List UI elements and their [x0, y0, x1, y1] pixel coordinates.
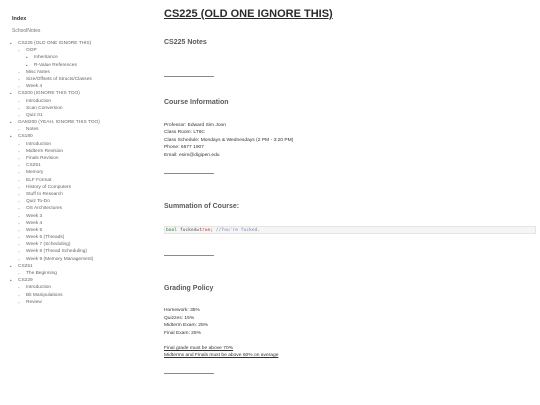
grading-heading: Grading Policy: [164, 285, 214, 292]
code-equals: =: [196, 228, 200, 233]
bullet-icon: ◦: [18, 256, 20, 262]
page-title: CS225 (OLD ONE IGNORE THIS): [164, 8, 333, 20]
toc-item-label: CS180: [18, 134, 33, 140]
main-content: [164, 0, 538, 405]
bullet-icon: ◦: [18, 170, 20, 176]
bullet-icon: ◦: [18, 141, 20, 147]
toc-item[interactable]: [10, 141, 150, 148]
toc-item-label: Week 5: [26, 227, 43, 233]
toc-item-label: OS Architectures: [26, 206, 62, 212]
notes-subtitle: CS225 Notes: [164, 39, 207, 46]
bullet-icon: ◦: [18, 98, 20, 104]
bullet-icon: ◦: [18, 299, 20, 305]
code-type: bool: [166, 228, 178, 233]
code-value: true: [199, 228, 211, 233]
toc-item-label: Midterm Revision: [26, 148, 64, 154]
toc-item[interactable]: [10, 205, 150, 212]
toc-item-label: Introduction: [26, 98, 52, 104]
bullet-icon: ◦: [18, 76, 20, 82]
toc-item-label: Notes: [26, 127, 39, 133]
toc-item-label: R-Value References: [34, 62, 77, 68]
toc-item[interactable]: [10, 62, 150, 69]
toc-item[interactable]: [10, 169, 150, 176]
toc-item-label: Size/Offsets of Structs/Classes: [26, 76, 92, 82]
code-comment: //You're fucked.: [215, 228, 261, 233]
bullet-icon: ◦: [18, 249, 20, 255]
toc-item[interactable]: [10, 98, 150, 105]
toc-item[interactable]: [10, 198, 150, 205]
bullet-icon: ◦: [18, 191, 20, 197]
table-of-contents: [10, 40, 150, 306]
toc-item[interactable]: [10, 256, 150, 263]
toc-item[interactable]: [10, 241, 150, 248]
toc-item-label: Memory: [26, 170, 44, 176]
divider: [164, 173, 214, 174]
toc-item[interactable]: [10, 177, 150, 184]
toc-item[interactable]: [10, 69, 150, 76]
toc-item-label: Inheritance: [34, 55, 58, 61]
code-variable: fucked: [179, 228, 197, 233]
final-weight: Final Exam: 25%: [164, 331, 201, 336]
toc-item-label: Stuff to Research: [26, 191, 63, 197]
bullet-icon: ◦: [18, 184, 20, 190]
bullet-icon: ◦: [18, 271, 20, 276]
toc-item-label: CS229: [18, 278, 33, 284]
bullet-icon: ◦: [18, 235, 20, 241]
toc-item[interactable]: [10, 54, 150, 61]
toc-item-label: Review: [26, 299, 42, 305]
toc-item-label: OOP: [26, 48, 37, 54]
toc-item-label: Week 7 (Scheduling): [26, 242, 71, 248]
toc-item-label: Introduction: [26, 141, 52, 147]
toc-item-label: Week 8 (Thread Scheduling): [26, 249, 87, 255]
bullet-icon: ◦: [18, 163, 20, 169]
toc-item-label: The Beginning: [26, 271, 57, 276]
professor-text: Professor: Edward Sim Joon: [164, 123, 226, 128]
toc-item-label: CS251: [26, 163, 41, 169]
bullet-icon: ◦: [18, 285, 20, 291]
toc-item-label: CS200 (IGNORE THIS TOO): [18, 91, 80, 97]
toc-item[interactable]: [10, 119, 150, 126]
bullet-icon: •: [10, 278, 12, 284]
summation-heading: Summation of Course:: [164, 203, 240, 210]
toc-item-label: Week 4: [26, 84, 43, 90]
toc-item[interactable]: [10, 83, 150, 90]
toc-item-label: History of Computers: [26, 184, 72, 190]
toc-item-label: CS251: [18, 263, 33, 269]
toc-item[interactable]: [10, 155, 150, 162]
bullet-icon: •: [26, 55, 28, 61]
toc-item[interactable]: [10, 112, 150, 119]
bullet-icon: ◦: [18, 206, 20, 212]
bullet-icon: ◦: [18, 213, 20, 219]
divider: [164, 76, 214, 77]
bullet-icon: •: [10, 41, 12, 46]
toc-item[interactable]: [10, 40, 150, 47]
toc-item-label: Week 4: [26, 220, 43, 226]
grade-rule-average: Midterms and Finals must be above 60% on average: [164, 353, 279, 358]
bullet-icon: ◦: [18, 148, 20, 154]
phone-text: Phone: 6577 1907: [164, 145, 204, 150]
toc-item[interactable]: [10, 148, 150, 155]
bullet-icon: ◦: [18, 105, 20, 111]
bullet-icon: ◦: [18, 199, 20, 205]
sidebar: [0, 0, 150, 405]
toc-item-label: Misc Notes: [26, 69, 50, 75]
toc-item-label: Quiz 01: [26, 112, 43, 118]
toc-item[interactable]: [10, 234, 150, 241]
toc-item[interactable]: [10, 90, 150, 97]
toc-item[interactable]: [10, 126, 150, 133]
bullet-icon: ◦: [18, 112, 20, 118]
bullet-icon: •: [10, 120, 12, 126]
toc-item[interactable]: [10, 162, 150, 169]
bullet-icon: •: [10, 134, 12, 140]
toc-item-label: Week 9 (Memory Management): [26, 256, 94, 262]
bullet-icon: ◦: [18, 127, 20, 133]
divider: [164, 373, 214, 374]
toc-item[interactable]: [10, 76, 150, 83]
quizzes-weight: Quizzes: 15%: [164, 316, 195, 321]
toc-item-label: Finals Revision: [26, 156, 59, 161]
toc-item[interactable]: [10, 299, 150, 306]
toc-item-label: GAM200 (YEAH, IGNORE THIS TOO): [18, 120, 100, 126]
toc-item-label: CS225 (OLD ONE IGNORE THIS): [18, 41, 92, 46]
bullet-icon: •: [10, 91, 12, 97]
toc-item-label: Scan Conversion: [26, 105, 63, 111]
toc-item[interactable]: [10, 47, 150, 54]
sidebar-index-link[interactable]: Index: [12, 16, 27, 22]
bullet-icon: ◦: [18, 84, 20, 90]
room-text: Class Room: LT6C: [164, 130, 205, 135]
bullet-icon: ◦: [18, 177, 20, 183]
bullet-icon: ◦: [18, 242, 20, 248]
toc-item-label: Introduction: [26, 285, 52, 291]
toc-item[interactable]: [10, 270, 150, 277]
bullet-icon: •: [10, 263, 12, 269]
toc-item[interactable]: [10, 277, 150, 284]
toc-item[interactable]: [10, 292, 150, 299]
schedule-text: Class Schedule: Mondays & Wednesdays (2 PM - 3:20 PM): [164, 138, 294, 143]
divider: [164, 255, 214, 256]
toc-item[interactable]: [10, 191, 150, 198]
bullet-icon: ◦: [18, 69, 20, 75]
bullet-icon: ◦: [18, 292, 20, 298]
toc-item-label: Bit Manipulations: [26, 292, 63, 298]
code-block: [164, 226, 536, 234]
toc-item[interactable]: [10, 133, 150, 140]
code-semicolon: ;: [210, 228, 214, 233]
bullet-icon: ◦: [18, 220, 20, 226]
bullet-icon: ◦: [18, 48, 20, 54]
midterm-weight: Midterm Exam: 25%: [164, 323, 209, 328]
sidebar-home-link[interactable]: SchoolNotes: [12, 28, 41, 34]
bullet-icon: ◦: [18, 227, 20, 233]
toc-item[interactable]: [10, 227, 150, 234]
toc-item[interactable]: [10, 184, 150, 191]
course-info-heading: Course Information: [164, 99, 229, 106]
grade-rule-final: Final grade must be above 70%: [164, 346, 234, 351]
toc-item[interactable]: [10, 105, 150, 112]
bullet-icon: •: [26, 62, 28, 68]
toc-item[interactable]: [10, 248, 150, 255]
toc-item-label: Quiz To-Do: [26, 199, 50, 205]
toc-item[interactable]: [10, 220, 150, 227]
toc-item[interactable]: [10, 284, 150, 291]
toc-item-label: Week 6 (Threads): [26, 235, 65, 241]
toc-item-label: Week 3: [26, 213, 43, 219]
email-text: Email: esim@digipen.edu: [164, 153, 220, 158]
bullet-icon: ◦: [18, 156, 20, 161]
homework-weight: Homework: 35%: [164, 308, 200, 313]
toc-item[interactable]: [10, 263, 150, 270]
toc-item-label: ELF Format: [26, 177, 52, 183]
toc-item[interactable]: [10, 213, 150, 220]
